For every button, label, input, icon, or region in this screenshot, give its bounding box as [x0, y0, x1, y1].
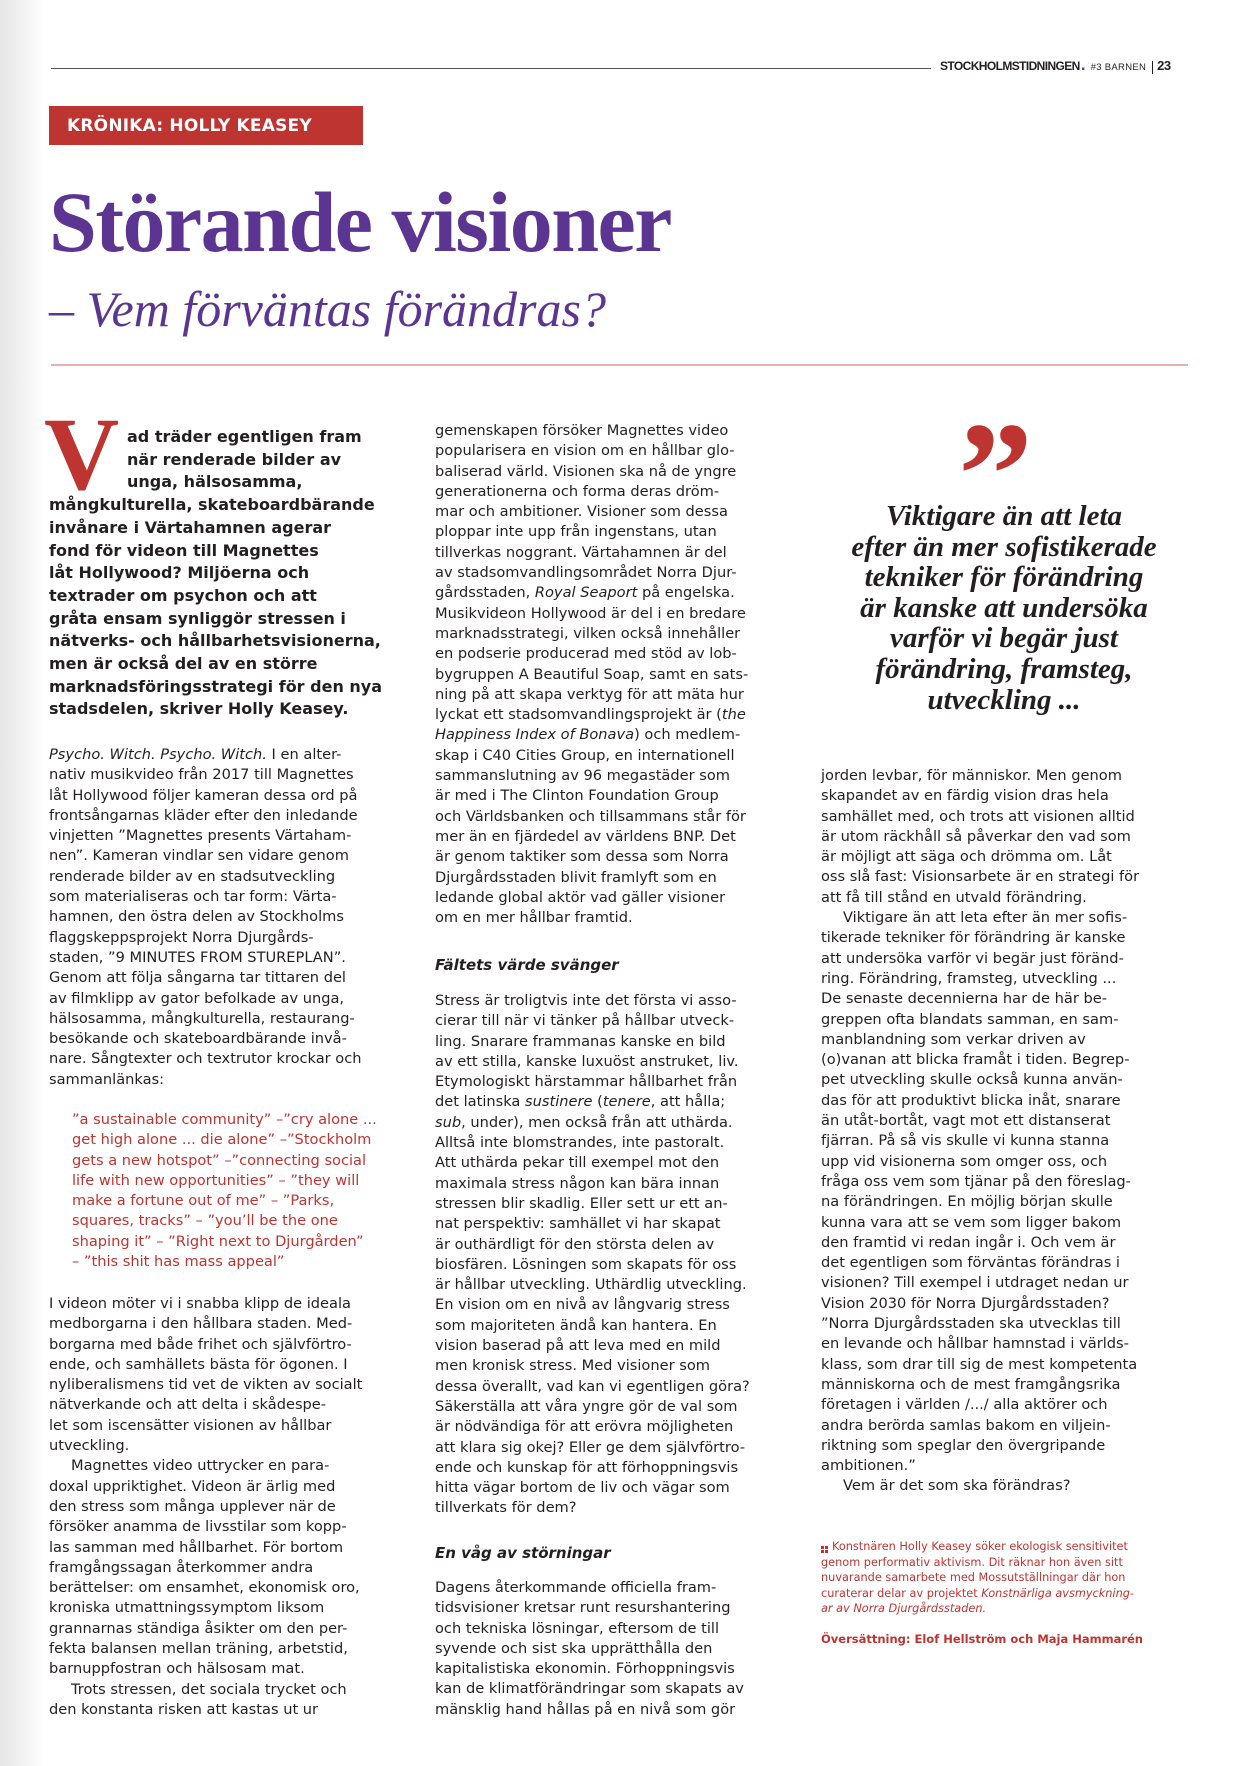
text-line: [435, 705, 805, 725]
text-line: I videon möter vi i snabba klipp de ideala: [49, 1295, 351, 1312]
issue-label: #3 BARNEN: [1090, 62, 1147, 73]
text-line: vision baserad på att leva med en mild: [435, 1337, 721, 1355]
text-line: genom performativ aktivism. Dit räknar hon även sitt: [821, 1555, 1123, 1569]
text-line: nätverkande och att delta i skådespe-: [49, 1396, 327, 1414]
text-line: klass, som drar till sig de mest kompetenta: [821, 1355, 1138, 1373]
text-line: Musikvideon Hollywood är del i en bredare: [435, 604, 746, 622]
text-line: upp vid visionerna som omger oss, och: [821, 1152, 1108, 1170]
text-line: utveckling ...: [927, 683, 1081, 716]
title-divider: [51, 364, 1188, 366]
italic-text: Konstnärliga avsmyckning-: [981, 1586, 1134, 1600]
text-line: [435, 1092, 805, 1112]
text-line: låt Hollywood följer kameran dessa ord på: [49, 786, 358, 804]
four-dots-icon: [821, 1546, 828, 1553]
text-line: stressen blir skadlig. Eller sett ur ett an-: [435, 1194, 728, 1212]
italic-text: Psycho. Witch. Psycho. Witch.: [49, 746, 267, 763]
col2-paragraph-1: [435, 421, 805, 928]
text-line: besökande och skateboardbärande invå-: [49, 1030, 347, 1048]
text-line: hälsosamma, mångkulturella, restaurang-: [49, 1009, 355, 1027]
text-line: är genom taktiker som dessa som Norra: [435, 848, 729, 866]
text-run: det latinska: [435, 1093, 526, 1111]
text-line: kroniska utmattningssymptom liksom: [49, 1599, 325, 1617]
text-line: en podserie producerad med stöd av lob-: [435, 645, 737, 663]
page-separator: [1152, 61, 1153, 74]
text-line: är outhärdligt för den största delen av: [435, 1235, 715, 1253]
text-line: syvende och sist ska upprätthålla den: [435, 1639, 713, 1657]
text-line: [821, 1586, 1191, 1602]
text-line: är utom räckhåll så påverkar den vad som: [821, 827, 1131, 845]
italic-text: Royal Seaport: [534, 584, 638, 602]
text-line: som majoriteten ändå kan hantera. En: [435, 1316, 717, 1334]
text-line: det egentligen som förväntas förändras i: [821, 1254, 1120, 1272]
text-line: är nödvändiga för att erövra möjligheten: [435, 1418, 734, 1436]
text-line: förändring, framsteg,: [875, 652, 1133, 685]
text-line: och tekniska lösningar, eftersom de till: [435, 1619, 720, 1637]
text-line: mar och ambitioner. Visioner som dessa: [435, 503, 728, 521]
text-line: andra berörda samlas bakom en viljein-: [821, 1416, 1111, 1434]
text-line: tidsvisioner kretsar runt resurshantering: [435, 1599, 731, 1617]
text-line: ”Norra Djurgårdsstaden ska utvecklas till: [821, 1315, 1121, 1333]
text-line: av ett stilla, kanske luxuöst anstruket, liv.: [435, 1052, 739, 1070]
italic-text: sustinere: [525, 1093, 593, 1111]
text-run: , under), men också från att uthärda.: [461, 1113, 733, 1131]
text-line: marknadsföringsstrategi för den nya: [49, 676, 383, 696]
text-line: get high alone ... die alone” –”Stockholm: [72, 1131, 372, 1149]
text-line: efter än mer sofistikerade: [851, 530, 1157, 563]
text-line: gråta ensam synliggör stressen i: [49, 608, 346, 628]
text-line: Säkerställa att våra yngre gör de val som: [435, 1397, 738, 1415]
text-line: Genom att följa sångarna tar tittaren del: [49, 969, 346, 987]
text-line: [435, 1113, 805, 1133]
col3-flow: [821, 766, 1191, 1497]
page-number: 23: [1157, 58, 1171, 73]
text-line: varför vi begär just: [890, 622, 1118, 655]
text-line: hitta vägar bortom de liv och vägar som: [435, 1479, 730, 1497]
italic-text: tenere: [602, 1093, 651, 1111]
text-line: den stress som många upplever när de: [49, 1497, 336, 1515]
text-line: hamnen, den östra delen av Stockholms: [49, 908, 344, 926]
text-line: [821, 1601, 1191, 1617]
text-line: nuvarande samarbete med Mossutställningar där hon: [821, 1571, 1126, 1585]
text-line: marknadsstrategi, vilken också innehåller: [435, 624, 741, 642]
text-line: den konstanta risken att kastas ut ur: [49, 1700, 319, 1718]
text-line: samhället med, och trots att visionen alltid: [821, 807, 1135, 825]
col1-lyrics-quote: [49, 1110, 442, 1272]
text-line: tillverkas noggrant. Värtahamnen är del: [435, 543, 727, 561]
text-line: shaping it” – ”Right next to Djurgården”: [72, 1232, 364, 1250]
text-line: fråga oss vem som tjänar på den föreslag-: [821, 1172, 1131, 1190]
text-line: medborgarna i den hållbara staden. Med-: [49, 1315, 353, 1333]
quote-mark-icon: [958, 410, 1033, 490]
text-line: nätverks- och hållbarhetsvisionerna,: [49, 631, 381, 651]
text-line: greppen ofta blandats samman, en sam-: [821, 1010, 1119, 1028]
author-bio: [821, 1539, 1191, 1617]
text-line: ”a sustainable community” –”cry alone ...: [72, 1111, 377, 1128]
text-line: nen”. Kameran vindlar sen vidare genom: [49, 847, 349, 865]
bio-text: Konstnären Holly Keasey söker ekologisk sensitivitet: [832, 1540, 1128, 1553]
text-line: jorden levbar, för människor. Men genom: [821, 767, 1122, 784]
text-line: De senaste decennierna har de här be-: [821, 990, 1107, 1008]
text-line: generationerna och forma deras dröm-: [435, 482, 720, 500]
col3-paragraph-2: [821, 908, 1191, 1476]
text-run: curaterar delar av projektet: [821, 1586, 982, 1600]
text-line: staden, ”9 MINUTES FROM STUREPLAN”.: [49, 948, 346, 966]
text-line: Vem är det som ska förändras?: [843, 1477, 1071, 1495]
text-run: I en alter-: [266, 746, 342, 763]
text-line: mer än en fjärdedel av världens BNP. Det: [435, 827, 736, 845]
text-line: let som iscensätter visionen av hållbar: [49, 1416, 332, 1434]
text-line: att undersöka varför vi begär just föränd-: [821, 949, 1124, 967]
text-run: (: [592, 1093, 603, 1111]
text-line: att klara sig okej? Eller ge dem självförtro-: [435, 1438, 746, 1456]
text-line: baliserad värld. Visionen ska nå de yngre: [435, 462, 737, 480]
text-line: manblandning som verkar driven av: [821, 1030, 1086, 1048]
col2-paragraph-3: [435, 1578, 805, 1720]
text-line: riktning som speglar den övergripande: [821, 1436, 1106, 1454]
text-line: ende, och samhällets bästa för ögonen. I: [49, 1355, 348, 1373]
text-line: biosfären. Lösningen som skapats för oss: [435, 1255, 737, 1273]
italic-text: the: [721, 706, 746, 724]
text-line: flaggskeppsprojekt Norra Djurgårds-: [49, 928, 314, 946]
text-line: nare. Sångtexter och textrutor krockar och: [49, 1050, 362, 1068]
col1-paragraph-1: [49, 745, 419, 1090]
text-line: Alltså inte blomstrandes, inte pastoralt.: [435, 1134, 725, 1152]
text-line: fekta balansen mellan träning, arbetstid,: [49, 1640, 348, 1658]
text-line: skap i C40 Cities Group, en internationell: [435, 746, 735, 764]
text-line: en levande och hållbar hamnstad i världs-: [821, 1335, 1129, 1353]
text-line: renderade bilder av en stadsutveckling: [49, 867, 336, 885]
italic-text: sub: [435, 1113, 462, 1131]
drop-cap: V: [44, 397, 120, 512]
text-line: men är också del av en större: [49, 654, 318, 674]
text-line: låt Hollywood? Miljöerna och: [49, 563, 310, 583]
text-line: ad träder egentligen fram: [127, 427, 362, 446]
text-line: tillverkats för dem?: [435, 1499, 577, 1517]
text-line: ledande global aktör vad gäller visioner: [435, 888, 726, 906]
text-line: är möjligt att säga och drömma om. Låt: [821, 848, 1112, 866]
text-line: life with new opportunities” – ”they will: [72, 1171, 360, 1189]
text-line: [435, 725, 805, 745]
text-line: berättelser: om ensamhet, ekonomisk oro,: [49, 1579, 360, 1597]
text-line: Trots stressen, det sociala trycket och: [71, 1680, 347, 1698]
text-line: nyliberalismens tid vet de vikten av socialt: [49, 1376, 363, 1394]
translation-credit: Översättning: Elof Hellström och Maja Hammarén: [821, 1632, 1143, 1646]
section-heading-faltets-varde: [435, 955, 805, 975]
text-line: – ”this shit has mass appeal”: [72, 1253, 285, 1271]
text-line: vinjetten ”Magnettes presents Värtaham-: [49, 827, 352, 845]
text-line: nativ musikvideo från 2017 till Magnettes: [49, 766, 354, 784]
text-line: sammanslutning av 96 megastäder som: [435, 767, 730, 785]
kicker-label: KRÖNIKA: HOLLY KEASEY: [67, 115, 312, 136]
text-line: den framtid vi redan ingår i. Och vem är: [821, 1233, 1116, 1251]
text-line: las samman med hållbarhet. För bortom: [49, 1538, 344, 1556]
italic-text: ar av Norra Djurgårdsstaden.: [821, 1602, 987, 1616]
text-line: sammanlänkas:: [49, 1070, 165, 1088]
text-line: Dagens återkommande officiella fram-: [435, 1579, 717, 1596]
text-line: är kanske att undersöka: [860, 591, 1148, 624]
italic-text: Happiness Index of Bonava: [435, 726, 635, 744]
text-line: Viktigare än att leta efter än mer sofis-: [843, 909, 1128, 927]
text-line: ling. Snarare frammanas kanske en bild: [435, 1032, 726, 1050]
text-line: tekniker för förändring: [864, 561, 1144, 594]
text-line: oss slå fast: Visionsarbete är en strategi för: [821, 868, 1140, 886]
text-line: om en mer hållbar framtid.: [435, 909, 633, 927]
text-line: Stress är troligtvis inte det första vi asso-: [435, 992, 737, 1009]
text-run: , att hålla;: [650, 1093, 726, 1111]
text-line: Magnettes video uttrycker en para-: [71, 1457, 330, 1475]
text-line: stadsdelen, skriver Holly Keasey.: [49, 699, 349, 719]
text-line: Att uthärda pekar till exempel mot den: [435, 1154, 720, 1172]
text-line: tikerade tekniker för förändring är kanske: [821, 929, 1126, 947]
text-line: att få till stånd en utvald förändring.: [821, 888, 1087, 906]
text-line: framgångssagan återkommer andra: [49, 1558, 314, 1576]
text-line: av stadsomvandlingsområdet Norra Djur-: [435, 564, 737, 582]
text-line: dessa överallt, vad kan vi egentligen göra?: [435, 1377, 750, 1395]
text-line: das för att produktivt blicka inåt, snarare: [821, 1091, 1121, 1109]
text-line: invånare i Värtahamnen agerar: [49, 517, 332, 537]
col2-paragraph-2: [435, 991, 805, 1519]
text-line: na förändringen. En möjlig början skulle: [821, 1193, 1113, 1211]
text-line: visionen? Till exempel i utdraget nedan ur: [821, 1274, 1129, 1292]
text-line: Etymologiskt härstammar hållbarhet från: [435, 1073, 738, 1091]
text-line: ambitionen.”: [821, 1457, 916, 1475]
text-line: skapandet av en färdig vision dras hela: [821, 787, 1109, 805]
text-line: [435, 583, 805, 603]
text-run: ) och medlem-: [634, 726, 741, 744]
col3-paragraph-3: [821, 1476, 1191, 1496]
text-line: företagen i världen /.../ alla aktörer och: [821, 1396, 1108, 1414]
text-line: mångkulturella, skateboardbärande: [49, 495, 375, 515]
text-line: (o)vanan att blicka framåt i tiden. Begrep-: [821, 1051, 1130, 1069]
text-line: pet utveckling skulle också kunna använ-: [821, 1071, 1123, 1089]
text-line: barnuppfostran och hälsosam mat.: [49, 1660, 305, 1678]
text-line: doxal uppriktighet. Videon är ärlig med: [49, 1477, 336, 1495]
pull-quote: [821, 501, 1187, 715]
section-heading-en-vag: [435, 1543, 805, 1563]
text-line: squares, tracks” – ”you’ll be the one: [72, 1212, 338, 1230]
text-run: gårdsstaden,: [435, 584, 535, 602]
text-line: av filmklipp av gator befolkade av unga,: [49, 989, 345, 1007]
text-line: människorna och de mest framgångsrika: [821, 1375, 1121, 1393]
publication-dot: .: [1080, 59, 1086, 74]
text-line: är med i The Clinton Foundation Group: [435, 787, 719, 805]
text-line: make a fortune out of me” – ”Parks,: [72, 1192, 335, 1210]
text-line: grannarnas ständiga åsikter om den per-: [49, 1619, 348, 1637]
text-line: [821, 1539, 1191, 1555]
text-line: försöker anamma de livsstilar som kopp-: [49, 1518, 347, 1536]
text-line: ring. Förändring, framsteg, utveckling ...: [821, 969, 1117, 987]
text-line: fjärran. På så vis skulle vi kunna stanna: [821, 1132, 1110, 1150]
text-line: borgarna med både frihet och självförtro-: [49, 1335, 352, 1353]
text-line: än utåt-bortåt, vagt mot ett distanserat: [821, 1112, 1111, 1130]
text-line: Djurgårdsstaden blivit framlyft som en: [435, 868, 717, 886]
text-line: Fältets värde svänger: [435, 956, 619, 974]
text-line: ning på att skapa verktyg för att mäta hur: [435, 685, 744, 703]
text-line: är hållbar utveckling. Uthärdlig utveckling.: [435, 1276, 747, 1294]
text-line: unga, hälsosamma,: [127, 472, 303, 492]
text-run: på engelska.: [637, 584, 735, 602]
col1-flow: [49, 1294, 419, 1720]
text-run: lyckat ett stadsomvandlingsprojekt är (: [435, 706, 722, 724]
text-line: popularisera en vision om en hållbar glo-: [435, 442, 735, 460]
publication-name: STOCKHOLMSTIDNINGEN: [940, 59, 1080, 73]
text-line: fond för videon till Magnettes: [49, 540, 319, 560]
text-line: men kronisk stress. Med visioner som: [435, 1357, 710, 1375]
text-line: och Världsbanken och tillsammans står för: [435, 807, 746, 825]
text-line: bygruppen A Beautiful Soap, samt en sats-: [435, 665, 749, 683]
text-line: En vision om en nivå av långvarig stress: [435, 1296, 730, 1314]
article-subtitle: – Vem förväntas förändras?: [49, 281, 606, 337]
text-line: En våg av störningar: [435, 1544, 611, 1562]
text-line: utveckling.: [49, 1437, 130, 1455]
text-line: frontsångarnas kläder efter den inledande: [49, 806, 358, 824]
text-line: gemenskapen försöker Magnettes video: [435, 422, 729, 439]
text-line: maximala stress någon kan bära innan: [435, 1174, 720, 1192]
col3-paragraph-1: [821, 766, 1191, 908]
text-line: Vision 2030 för Norra Djurgårdsstaden?: [821, 1294, 1110, 1312]
col1-paragraph-2: [49, 1294, 419, 1456]
text-line: gets a new hotspot” –”connecting social: [72, 1151, 367, 1169]
text-line: mänsklig hand hållas på en nivå som gör: [435, 1700, 736, 1718]
col1-paragraph-3: [49, 1456, 419, 1679]
lead-paragraph: [49, 426, 419, 721]
text-line: kunna vara att se vem som ligger bakom: [821, 1213, 1122, 1231]
text-line: [49, 745, 419, 765]
text-line: kapitalistiska ekonomin. Förhoppningsvis: [435, 1660, 735, 1678]
text-line: som materialiseras och tar form: Värta-: [49, 888, 337, 906]
text-line: textrader om psychon och att: [49, 585, 317, 605]
text-line: kan de klimatförändringar som skapats av: [435, 1680, 744, 1698]
text-line: ende och kunskap för att förhoppningsvis: [435, 1458, 739, 1476]
text-line: när renderade bilder av: [127, 449, 342, 469]
header-rule: [51, 68, 931, 69]
text-line: nat perspektiv: samhället vi har skapat: [435, 1215, 721, 1233]
col1-paragraph-4: [49, 1680, 419, 1721]
running-header: [940, 58, 1171, 76]
text-line: ploppar inte upp från ingenstans, utan: [435, 523, 717, 541]
article-title: Störande visioner: [49, 174, 671, 270]
page-gutter-shadow: [0, 0, 44, 1766]
column-kicker: [49, 106, 363, 145]
text-line: Viktigare än att leta: [885, 500, 1123, 532]
text-line: cierar till när vi tänker på hållbar utveck-: [435, 1012, 735, 1030]
